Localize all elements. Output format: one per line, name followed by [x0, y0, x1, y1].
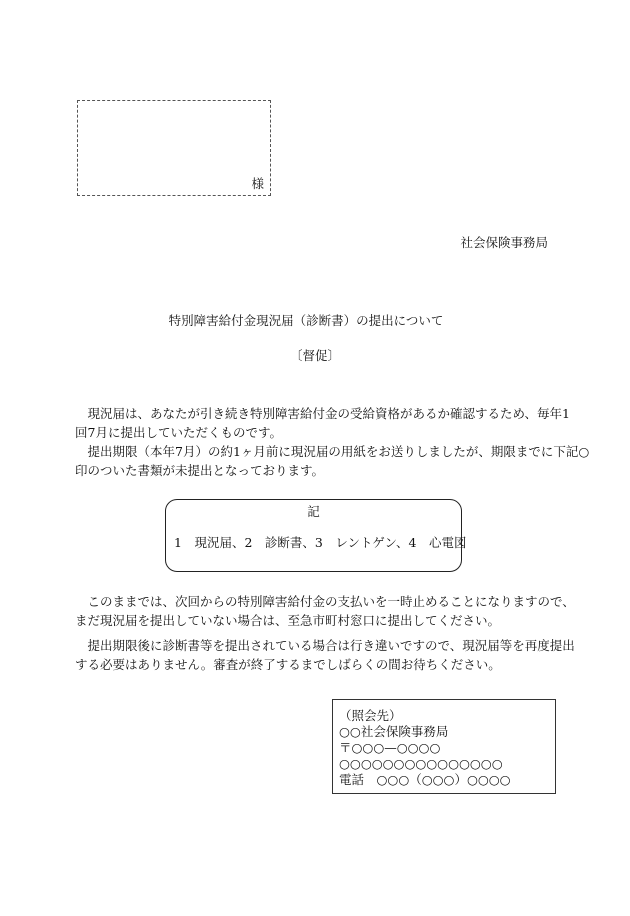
- recipient-honorific: 様: [251, 176, 264, 191]
- contact-office: ○○社会保険事務局: [339, 724, 449, 739]
- contact-address: ○○○○○○○○○○○○○○○: [339, 756, 503, 771]
- document-items: 1 現況届、2 診断書、3 レントゲン、4 心電図: [174, 535, 467, 550]
- paragraph-line: 提出期限（本年7月）の約1ヶ月前に現況届の用紙をお送りしましたが、期限までに下記○: [75, 444, 590, 459]
- paragraph-line: このままでは、次回からの特別障害給付金の支払いを一時止めることになりますので、: [75, 594, 575, 609]
- paragraph-line: 印のついた書類が未提出となっております。: [75, 463, 325, 478]
- document-subtitle: 〔督促〕: [289, 348, 340, 363]
- recipient-address-box: [77, 100, 271, 196]
- contact-label: （照会先）: [339, 708, 402, 723]
- paragraph-line: 回7月に提出していただくものです。: [75, 425, 282, 440]
- sender-office: 社会保険事務局: [460, 235, 548, 250]
- paragraph-line: する必要はありません。審査が終了するまでしばらくの間お待ちください。: [75, 657, 501, 672]
- paragraph-line: 提出期限後に診断書等を提出されている場合は行き違いですので、現況届等を再度提出: [75, 638, 575, 653]
- contact-phone: 電話 ○○○（○○○）○○○○: [339, 772, 511, 787]
- paragraph-line: 現況届は、あなたが引き続き特別障害給付金の受給資格があるか確認するため、毎年1: [75, 406, 570, 421]
- contact-box: [332, 699, 556, 794]
- notice-heading: 記: [307, 504, 320, 519]
- paragraph-line: まだ現況届を提出していない場合は、至急市町村窓口に提出してください。: [75, 613, 501, 628]
- contact-postal: 〒○○○—○○○○: [339, 740, 441, 755]
- document-title: 特別障害給付金現況届（診断書）の提出について: [168, 313, 444, 328]
- notice-box: [165, 499, 467, 572]
